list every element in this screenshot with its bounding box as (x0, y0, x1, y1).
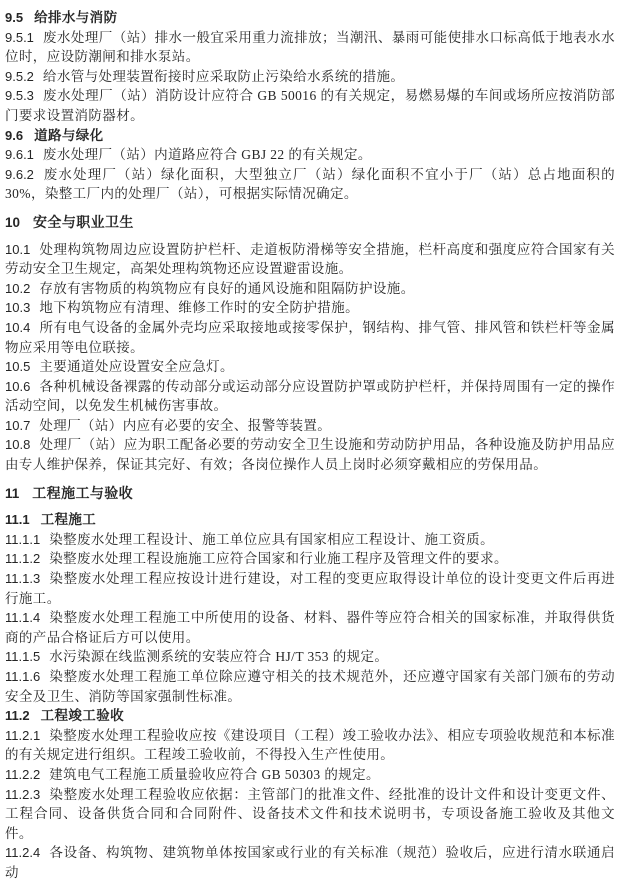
clause-paragraph (5, 357, 615, 377)
clause-paragraph (5, 667, 615, 706)
clause-text: 染整废水处理工程施工单位除应遵守相关的技术规范外，还应遵守国家有关部门颁布的劳动安全及卫生、消防等国家强制性标准。 (5, 669, 615, 704)
clause-paragraph (5, 298, 615, 318)
subsection-heading (5, 126, 615, 146)
document-body (5, 8, 615, 883)
clause-text: 水污染源在线监测系统的安装应符合 HJ/T 353 的规定。 (49, 649, 389, 665)
clause-number: 10.2 (5, 280, 31, 296)
clause-number: 11.2 (5, 708, 30, 724)
subsection-heading (5, 706, 615, 726)
clause-number: 10.1 (5, 241, 31, 257)
clause-text: 废水处理厂（站）内道路应符合 GBJ 22 的有关规定。 (42, 147, 372, 163)
clause-number: 11.2.2 (5, 766, 41, 782)
clause-number: 10.3 (5, 300, 31, 316)
clause-text: 染整废水处理工程验收应依据：主管部门的批准文件、经批准的设计文件和设计变更文件、工程合同、设备供货合同和合同附件、设备技术文件和技术说明书，专项设备施工验收及其他文件。 (5, 786, 615, 841)
clause-number: 9.5 (5, 10, 24, 25)
clause-paragraph (5, 549, 615, 569)
section-heading (5, 213, 615, 234)
clause-number: 9.6 (5, 127, 24, 143)
heading-text: 工程施工与验收 (32, 486, 134, 502)
clause-number: 11.1.3 (5, 571, 41, 587)
clause-text: 废水处理厂（站）消防设计应符合 GB 50016 的有关规定，易燃易爆的车间或场所应按消防部门要求设置消防器材。 (5, 88, 615, 123)
clause-text: 处理构筑物周边应设置防护栏杆、走道板防滑梯等安全措施，栏杆高度和强度应符合国家有关劳动安全卫生规定，高架处理构筑物还应设置避雷设施。 (5, 241, 615, 277)
clause-number: 11.1.6 (5, 669, 41, 684)
clause-text: 各种机械设备裸露的传动部分或运动部分应设置防护罩或防护栏杆，并保持周围有一定的操作活动空间，以免发生机械伤害事故。 (5, 378, 615, 414)
clause-paragraph (5, 318, 615, 357)
clause-text: 各设备、构筑物、建筑物单体按国家或行业的有关标准（规范）验收后，应进行清水联通启动 (5, 845, 615, 880)
section-heading (5, 484, 615, 505)
clause-number: 11.1.5 (5, 649, 41, 665)
clause-paragraph (5, 608, 615, 647)
clause-text: 处理厂（站）内应有必要的安全、报警等装置。 (39, 417, 332, 433)
clause-paragraph (5, 726, 615, 765)
clause-text: 给水管与处理装置衔接时应采取防止污染给水系统的措施。 (42, 68, 405, 84)
clause-text: 染整废水处理工程应按设计进行建设，对工程的变更应取得设计单位的设计变更文件后再进行施工。 (5, 571, 615, 606)
clause-number: 11.1.2 (5, 551, 41, 567)
clause-text: 地下构筑物应有清理、维修工作时的安全防护措施。 (39, 300, 360, 316)
clause-number: 9.6.2 (5, 166, 34, 182)
clause-number: 10 (5, 214, 21, 230)
clause-number: 11 (5, 485, 20, 501)
subsection-heading (5, 510, 615, 530)
clause-number: 9.5.1 (5, 29, 34, 45)
clause-text: 处理厂（站）应为职工配备必要的劳动安全卫生设施和劳动防护用品，各种设施及防护用品应由专人维护保养，保证其完好、有效；各岗位操作人员上岗时必须穿戴相应的劳保用品。 (5, 437, 615, 473)
clause-paragraph (5, 145, 615, 165)
clause-paragraph (5, 843, 615, 882)
clause-paragraph (5, 279, 615, 299)
clause-paragraph (5, 765, 615, 785)
clause-text: 主要通道处应设置安全应急灯。 (39, 359, 234, 375)
heading-text: 工程竣工验收 (40, 708, 124, 724)
clause-paragraph (5, 569, 615, 608)
clause-paragraph (5, 785, 615, 844)
clause-number: 11.1.1 (5, 531, 41, 547)
clause-number: 10.7 (5, 417, 31, 433)
clause-paragraph (5, 647, 615, 667)
clause-paragraph (5, 435, 615, 474)
clause-number: 11.2.4 (5, 845, 41, 861)
clause-number: 9.5.3 (5, 88, 34, 104)
clause-number: 9.6.1 (5, 147, 34, 163)
clause-number: 10.4 (5, 319, 31, 335)
clause-number: 10.6 (5, 378, 31, 394)
clause-number: 10.5 (5, 359, 31, 375)
clause-number: 11.1.4 (5, 610, 41, 626)
clause-number: 11.2.1 (5, 727, 41, 743)
clause-paragraph (5, 416, 615, 436)
heading-text: 给排水与消防 (34, 10, 118, 25)
clause-paragraph (5, 377, 615, 416)
clause-text: 废水处理厂（站）排水一般宜采用重力流排放；当潮汛、暴雨可能使排水口标高低于地表水水位时，应设防潮闸和排水泵站。 (5, 29, 615, 65)
heading-text: 工程施工 (40, 512, 97, 528)
clause-paragraph (5, 165, 615, 204)
clause-text: 染整废水处理工程施工中所使用的设备、材料、器件等应符合相关的国家标准，并取得供货商的产品合格证后方可以使用。 (5, 610, 615, 645)
clause-text: 存放有害物质的构筑物应有良好的通风设施和阻隔防护设施。 (39, 280, 415, 296)
clause-text: 建筑电气工程施工质量验收应符合 GB 50303 的规定。 (49, 766, 380, 782)
clause-text: 染整废水处理工程验收应按《建设项目（工程）竣工验收办法》、相应专项验收规范和本标准的有关规定进行组织。工程竣工验收前，不得投入生产性使用。 (5, 727, 615, 763)
clause-text: 染整废水处理工程设施施工应符合国家和行业施工程序及管理文件的要求。 (49, 551, 508, 567)
clause-paragraph (5, 240, 615, 279)
subsection-heading (5, 8, 615, 28)
clause-number: 11.1 (5, 512, 30, 528)
clause-text: 染整废水处理工程设计、施工单位应具有国家相应工程设计、施工资质。 (49, 531, 494, 547)
clause-text: 所有电气设备的金属外壳均应采取接地或接零保护，钢结构、排气管、排风管和铁栏杆等金属物应采用等电位联接。 (5, 319, 615, 355)
clause-number: 11.2.3 (5, 786, 41, 802)
clause-paragraph (5, 28, 615, 67)
clause-text: 废水处理厂（站）绿化面积，大型独立厂（站）绿化面积不宜小于厂（站）总占地面积的 30%，染整工厂内的处理厂（站），可根据实际情况确定。 (5, 166, 615, 202)
clause-paragraph (5, 86, 615, 125)
clause-paragraph (5, 530, 615, 550)
clause-paragraph (5, 67, 615, 87)
heading-text: 安全与职业卫生 (33, 215, 134, 231)
clause-number: 9.5.2 (5, 68, 34, 84)
heading-text: 道路与绿化 (34, 127, 104, 143)
clause-number: 10.8 (5, 437, 31, 453)
